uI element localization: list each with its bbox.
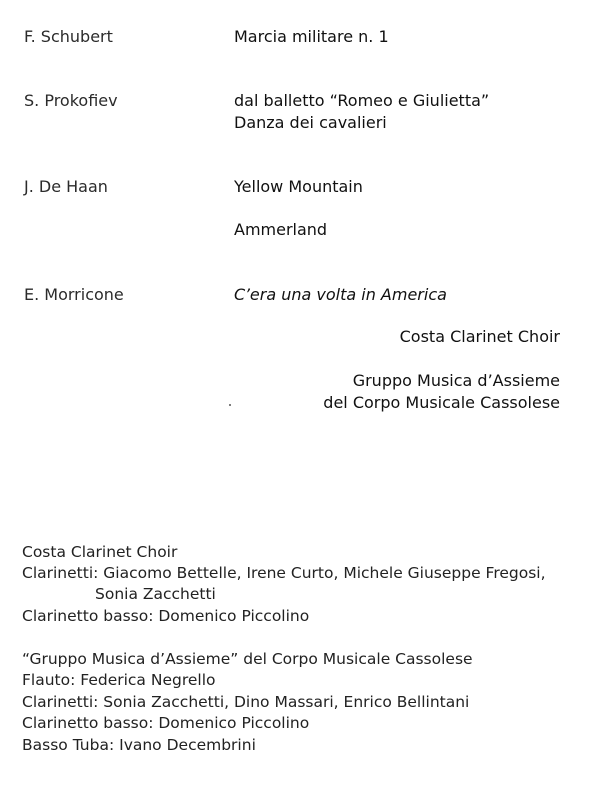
credits-choir-clarinetti: Clarinetti: Giacomo Bettelle, Irene Curto, Michele Giuseppe Fregosi, bbox=[22, 564, 546, 582]
work-danza-cavalieri: Danza dei cavalieri bbox=[234, 113, 387, 132]
credits-choir-clarinetti-cont: Sonia Zacchetti bbox=[95, 585, 216, 603]
composer-schubert: F. Schubert bbox=[24, 27, 113, 46]
credits-choir-title: Costa Clarinet Choir bbox=[22, 543, 178, 561]
credits-gruppo-basso-tuba: Basso Tuba: Ivano Decembrini bbox=[22, 736, 256, 754]
work-cera-una-volta: C’era una volta in America bbox=[234, 285, 447, 304]
credits-gruppo-clarinetti: Clarinetti: Sonia Zacchetti, Dino Massari, Enrico Bellintani bbox=[22, 693, 470, 711]
credits-choir-clarinetto-basso: Clarinetto basso: Domenico Piccolino bbox=[22, 607, 310, 625]
work-yellow-mountain: Yellow Mountain bbox=[234, 177, 363, 196]
work-ammerland: Ammerland bbox=[234, 220, 328, 239]
work-romeo-giulietta: dal balletto “Romeo e Giulietta” bbox=[234, 91, 490, 110]
ensemble-costa-clarinet-choir: Costa Clarinet Choir bbox=[399, 327, 560, 346]
work-marcia-militare: Marcia militare n. 1 bbox=[234, 27, 389, 46]
credits-gruppo-flauto: Flauto: Federica Negrello bbox=[22, 671, 216, 689]
composer-morricone: E. Morricone bbox=[24, 285, 124, 304]
ensemble-gruppo-line1: Gruppo Musica d’Assieme bbox=[352, 371, 560, 390]
ensemble-gruppo-line2: del Corpo Musicale Cassolese bbox=[323, 393, 560, 412]
credits-gruppo-title: “Gruppo Musica d’Assieme” del Corpo Musicale Cassolese bbox=[22, 650, 473, 668]
stray-dot bbox=[229, 404, 231, 406]
credits-gruppo-clarinetto-basso: Clarinetto basso: Domenico Piccolino bbox=[22, 714, 310, 732]
composer-de-haan: J. De Haan bbox=[24, 177, 108, 196]
composer-prokofiev: S. Prokofiev bbox=[24, 91, 118, 110]
